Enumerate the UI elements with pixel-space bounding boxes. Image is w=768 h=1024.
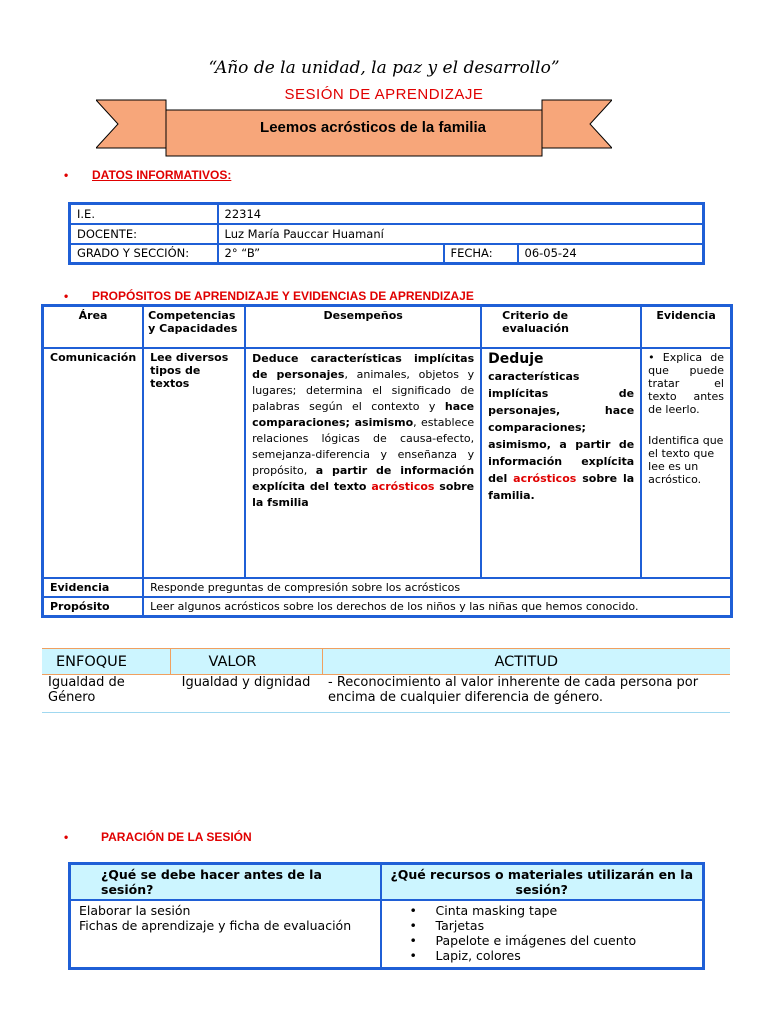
header-competencias: Competencias y Capacidades — [143, 306, 245, 348]
fecha-value: 06-05-24 — [518, 244, 704, 264]
header-desempenos: Desempeños — [245, 306, 481, 348]
list-item: • Papelote e imágenes del cuento — [410, 933, 703, 948]
evidencia-summary: Responde preguntas de compresión sobre los acrósticos — [143, 578, 731, 597]
list-item: • Lapiz, colores — [410, 948, 703, 963]
proposito-label: Propósito — [43, 597, 144, 617]
competencia-value: Lee diversos tipos de textos — [143, 348, 245, 578]
purposes-table — [41, 304, 733, 618]
section-title: PROPÓSITOS DE APRENDIZAJE Y EVIDENCIAS DE APRENDIZAJE — [92, 289, 474, 303]
valor-value: Igualdad y dignidad — [170, 675, 322, 713]
motto: “Año de la unidad, la paz y el desarrollo” — [208, 58, 560, 78]
recursos-list — [381, 900, 704, 968]
criterio-text: Deduje características implícitas de personajes, hace comparaciones; asimismo, a partir de información explícita del acrósticos sobre la familia. — [481, 348, 641, 578]
antes-list — [70, 900, 381, 968]
ie-value: 22314 — [218, 204, 704, 224]
list-item: • Tarjetas — [410, 918, 703, 933]
proposito-summary: Leer algunos acrósticos sobre los derechos de los niños y las niñas que hemos conocido. — [143, 597, 731, 617]
evidencia-text: • Explica de que puede tratar el texto antes de leerlo. Identifica que el texto que lee es un acróstico. — [641, 348, 731, 578]
fecha-label: FECHA: — [444, 244, 518, 264]
preparation-table — [68, 862, 705, 970]
info-table — [68, 202, 705, 265]
list-item: Elaborar la sesión — [79, 903, 191, 918]
desempeno-text: Deduce características implícitas de personajes, animales, objetos y lugares; determina el significado de palabras según el contexto y hace comparaciones; asimismo, establece relaciones lógicas de causa-efecto, semejanza-diferencia y enseñanza y propósito, a partir de información explícita del texto acrósticos sobre la fsmilia — [245, 348, 481, 578]
grado-label: GRADO Y SECCIÓN: — [70, 244, 218, 264]
ie-label: I.E. — [70, 204, 218, 224]
actitud-value: - Reconocimiento al valor inherente de cada persona por encima de cualquier diferencia de género. — [322, 675, 730, 713]
area-value: Comunicación — [43, 348, 144, 578]
list-item: Fichas de aprendizaje y ficha de evaluación — [79, 918, 352, 933]
header-actitud: ACTITUD — [322, 649, 730, 675]
enfoque-value: Igualdad de Género — [42, 675, 170, 713]
header-evidencia: Evidencia — [641, 306, 731, 348]
section-title: PARACIÓN DE LA SESIÓN — [101, 830, 252, 844]
docente-label: DOCENTE: — [70, 224, 218, 244]
header-area: Área — [43, 306, 144, 348]
list-item: • Cinta masking tape — [410, 903, 703, 918]
enfoque-table — [42, 648, 730, 713]
docente-value: Luz María Pauccar Huamaní — [218, 224, 704, 244]
session-topic: Leemos acrósticos de la familia — [260, 119, 486, 136]
session-title: SESIÓN DE APRENDIZAJE — [284, 86, 484, 103]
grado-value: 2° “B” — [218, 244, 444, 264]
header-valor: VALOR — [170, 649, 322, 675]
header-antes: ¿Qué se debe hacer antes de la sesión? — [70, 864, 381, 901]
header-criterio: Criterio de evaluación — [481, 306, 641, 348]
header-recursos: ¿Qué recursos o materiales utilizarán en la sesión? — [381, 864, 704, 901]
header-enfoque: ENFOQUE — [42, 649, 170, 675]
evidencia-label: Evidencia — [43, 578, 144, 597]
section-title: DATOS INFORMATIVOS: — [92, 168, 232, 182]
